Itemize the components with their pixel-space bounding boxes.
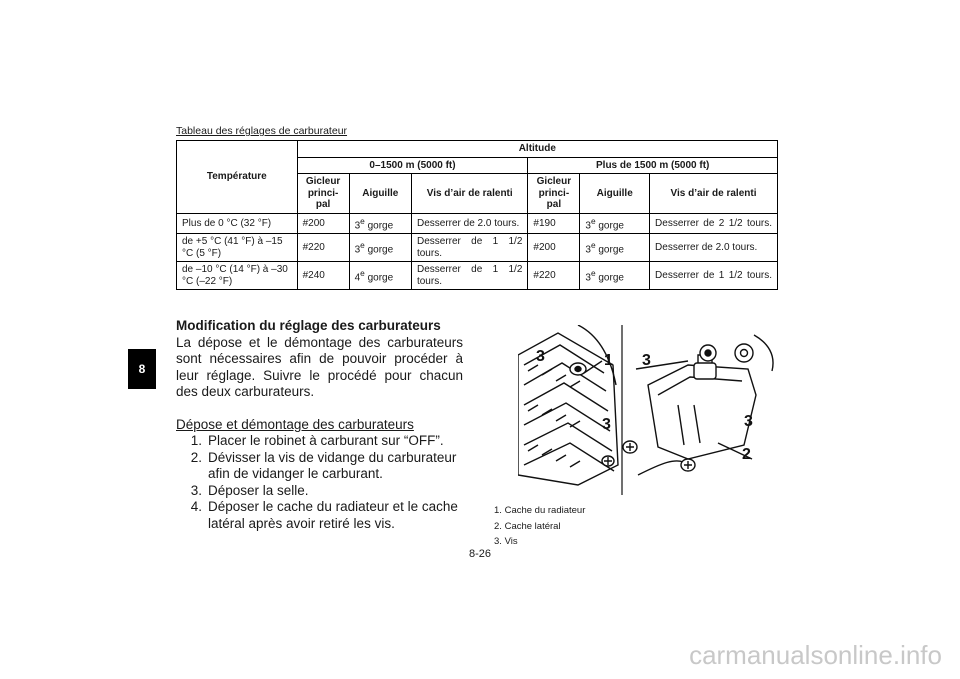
table-caption: Tableau des réglages de carburateur <box>176 125 348 137</box>
cell-needle-low: 3e gorge <box>349 234 411 262</box>
cell-screw-low: Desserrer de 1 1/2 tours. <box>411 234 527 262</box>
callout-label: 2 <box>742 446 751 463</box>
section-subheading: Dépose et démontage des carburateurs <box>176 416 414 432</box>
header-jet-low: Gicleur princi- pal <box>297 174 349 214</box>
list-item: 3. Déposer la selle. <box>190 482 309 498</box>
cell-needle-low: 4e gorge <box>349 262 411 290</box>
cell-jet-low: #220 <box>297 234 349 262</box>
watermark: carmanualsonline.info <box>689 640 942 670</box>
cell-screw-high: Desserrer de 1 1/2 tours. <box>650 262 778 290</box>
header-altitude: Altitude <box>297 141 777 158</box>
callout-label: 3 <box>642 352 651 369</box>
cell-jet-low: #240 <box>297 262 349 290</box>
header-needle-high: Aiguille <box>580 174 650 214</box>
legend-item: 2. Cache latéral <box>494 520 561 532</box>
cell-jet-low: #200 <box>297 213 349 234</box>
cell-temperature: de –10 °C (14 °F) à –30 °C (–22 °F) <box>177 262 298 290</box>
cell-temperature: Plus de 0 °C (32 °F) <box>177 213 298 234</box>
cell-screw-high: Desserrer de 2.0 tours. <box>650 234 778 262</box>
steps-list <box>176 433 463 532</box>
header-range-high: Plus de 1500 m (5000 ft) <box>528 157 778 174</box>
page-number: 8-26 <box>468 548 492 560</box>
callout-label: 3 <box>536 348 545 365</box>
table-row <box>177 262 778 290</box>
cell-jet-high: #190 <box>528 213 580 234</box>
figure-legend <box>494 503 585 550</box>
callout-label: 3 <box>602 416 611 433</box>
cell-screw-high: Desserrer de 2 1/2 tours. <box>650 213 778 234</box>
table-row <box>177 234 778 262</box>
cell-jet-high: #200 <box>528 234 580 262</box>
header-screw-low: Vis d’air de ralenti <box>411 174 527 214</box>
header-temperature: Température <box>177 141 298 214</box>
callout-label: 1 <box>604 352 613 369</box>
header-jet-high: Gicleur princi- pal <box>528 174 580 214</box>
section-title: Modification du réglage des carburateurs <box>176 318 441 333</box>
cell-needle-high: 3e gorge <box>580 213 650 234</box>
list-item: 4. Déposer le cache du radiateur et le cache latéral après avoir retiré les vis. <box>190 499 458 531</box>
cell-temperature: de +5 °C (41 °F) à –15 °C (5 °F) <box>177 234 298 262</box>
cell-needle-high: 3e gorge <box>580 262 650 290</box>
cell-screw-low: Desserrer de 2.0 tours. <box>411 213 527 234</box>
list-item: 1. Placer le robinet à carburant sur “OFF”. <box>190 433 444 448</box>
callout-label: 3 <box>744 413 753 430</box>
cell-jet-high: #220 <box>528 262 580 290</box>
carburetor-settings-table <box>176 140 778 290</box>
list-item: 2. Dévisser la vis de vidange du carburateur afin de vidanger le carburant. <box>190 449 457 481</box>
header-screw-high: Vis d’air de ralenti <box>650 174 778 214</box>
cell-needle-low: 3e gorge <box>349 213 411 234</box>
section-body <box>176 318 463 532</box>
legend-item: 3. Vis <box>494 536 518 547</box>
chapter-tab: 8 <box>128 349 156 389</box>
section-intro: La dépose et le démontage des carburateurs sont nécessaires afin de pouvoir procéder à leur réglage. Suivre le procédé pour chacun des deux carburateurs. <box>176 334 463 399</box>
table-row <box>177 213 778 234</box>
header-needle-low: Aiguille <box>349 174 411 214</box>
cell-needle-high: 3e gorge <box>580 234 650 262</box>
cell-screw-low: Desserrer de 1 1/2 tours. <box>411 262 527 290</box>
legend-item: 1. Cache du radiateur <box>494 505 586 516</box>
header-range-low: 0–1500 m (5000 ft) <box>297 157 528 174</box>
illustration-radiator-side-cover <box>518 325 780 495</box>
